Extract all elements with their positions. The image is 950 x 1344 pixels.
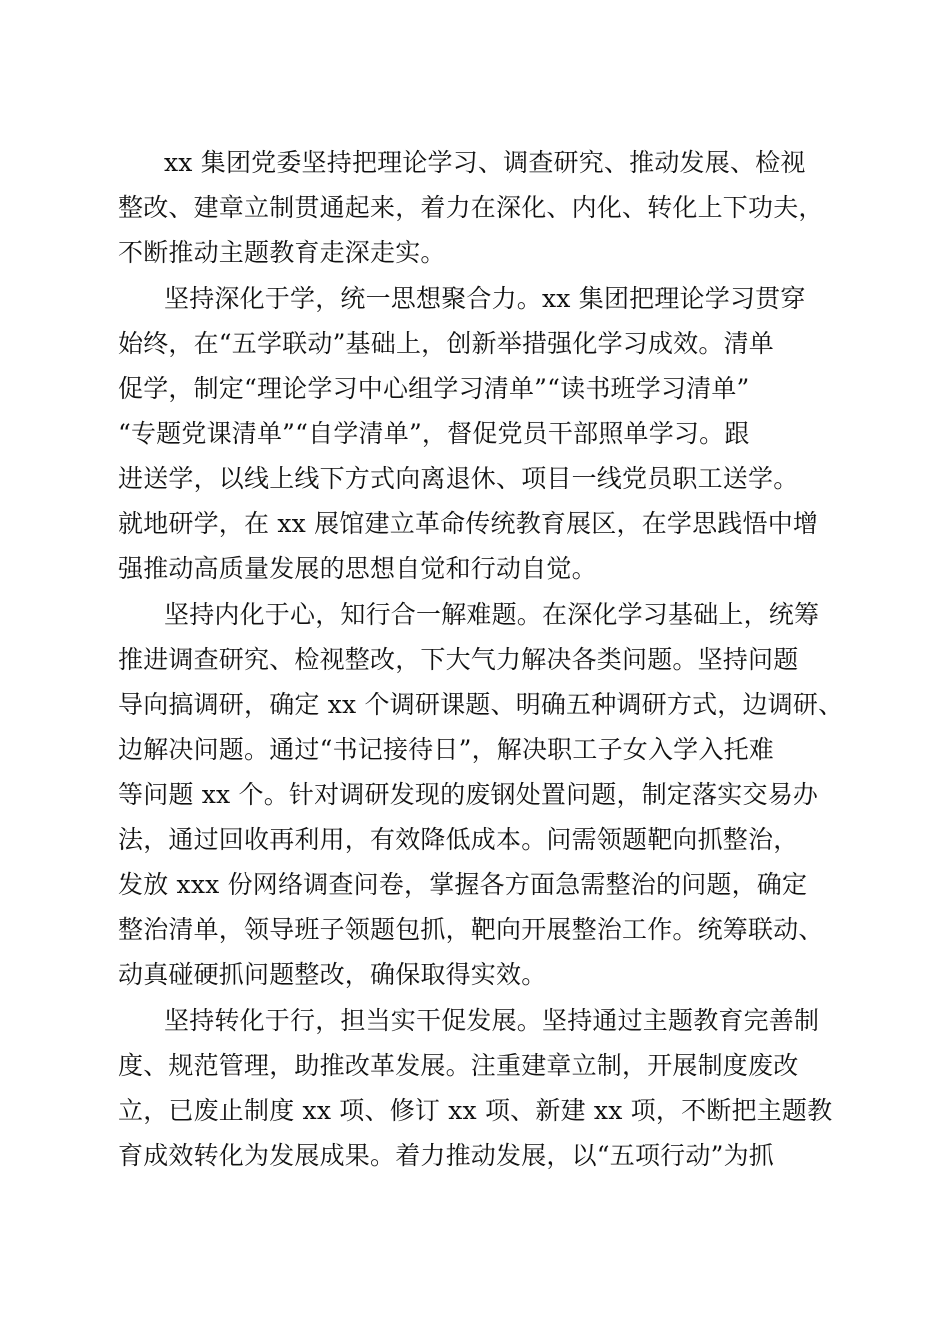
text-line: 就地研学，在 xx 展馆建立革命传统教育展区，在学思践悟中增: [118, 509, 819, 538]
text-line: 度、规范管理，助推改革发展。注重建章立制，开展制度废改: [118, 1051, 799, 1080]
text-line: 整改、建章立制贯通起来，着力在深化、内化、转化上下功夫，: [118, 193, 824, 222]
text-line: 整治清单，领导班子领题包抓，靶向开展整治工作。统筹联动、: [118, 915, 824, 944]
text-line: 育成效转化为发展成果。着力推动发展，以“五项行动”为抓: [118, 1141, 774, 1170]
text-line: 立，已废止制度 xx 项、修订 xx 项、新建 xx 项，不断把主题教: [118, 1096, 833, 1125]
text-line: 边解决问题。通过“书记接待日”，解决职工子女入学入托难: [118, 735, 774, 764]
text-line: xx 集团党委坚持把理论学习、调查研究、推动发展、检视: [164, 148, 806, 177]
text-line: 进送学，以线上线下方式向离退休、项目一线党员职工送学。: [118, 464, 799, 493]
document-body: [118, 140, 844, 1178]
text-line: 促学，制定“理论学习中心组学习清单”“读书班学习清单”: [118, 374, 750, 403]
text-line: 法，通过回收再利用，有效降低成本。问需领题靶向抓整治，: [118, 825, 799, 854]
text-line: 始终，在“五学联动”基础上，创新举措强化学习成效。清单: [118, 329, 774, 358]
text-line: “专题党课清单”“自学清单”，督促党员干部照单学习。跟: [118, 419, 750, 448]
text-line: 导向搞调研，确定 xx 个调研课题、明确五种调研方式，边调研、: [118, 690, 844, 719]
text-line: 坚持内化于心，知行合一解难题。在深化学习基础上，统筹: [164, 600, 820, 629]
text-line: 不断推动主题教育走深走实。: [118, 238, 446, 267]
paragraph-study: [118, 276, 830, 591]
paragraph-transform: [118, 998, 833, 1178]
text-line: 强推动高质量发展的思想自觉和行动自觉。: [118, 554, 597, 583]
text-line: 推进调查研究、检视整改，下大气力解决各类问题。坚持问题: [118, 645, 799, 674]
text-line: 动真碰硬抓问题整改，确保取得实效。: [118, 960, 547, 989]
text-line: 发放 xxx 份网络调查问卷，掌握各方面急需整治的问题，确定: [118, 870, 808, 899]
paragraph-internalize: [118, 592, 844, 997]
text-line: 坚持深化于学，统一思想聚合力。xx 集团把理论学习贯穿: [164, 284, 806, 313]
text-line: 等问题 xx 个。针对调研发现的废钢处置问题，制定落实交易办: [118, 780, 819, 809]
paragraph-intro: [118, 140, 830, 275]
text-line: 坚持转化于行，担当实干促发展。坚持通过主题教育完善制: [164, 1006, 820, 1035]
